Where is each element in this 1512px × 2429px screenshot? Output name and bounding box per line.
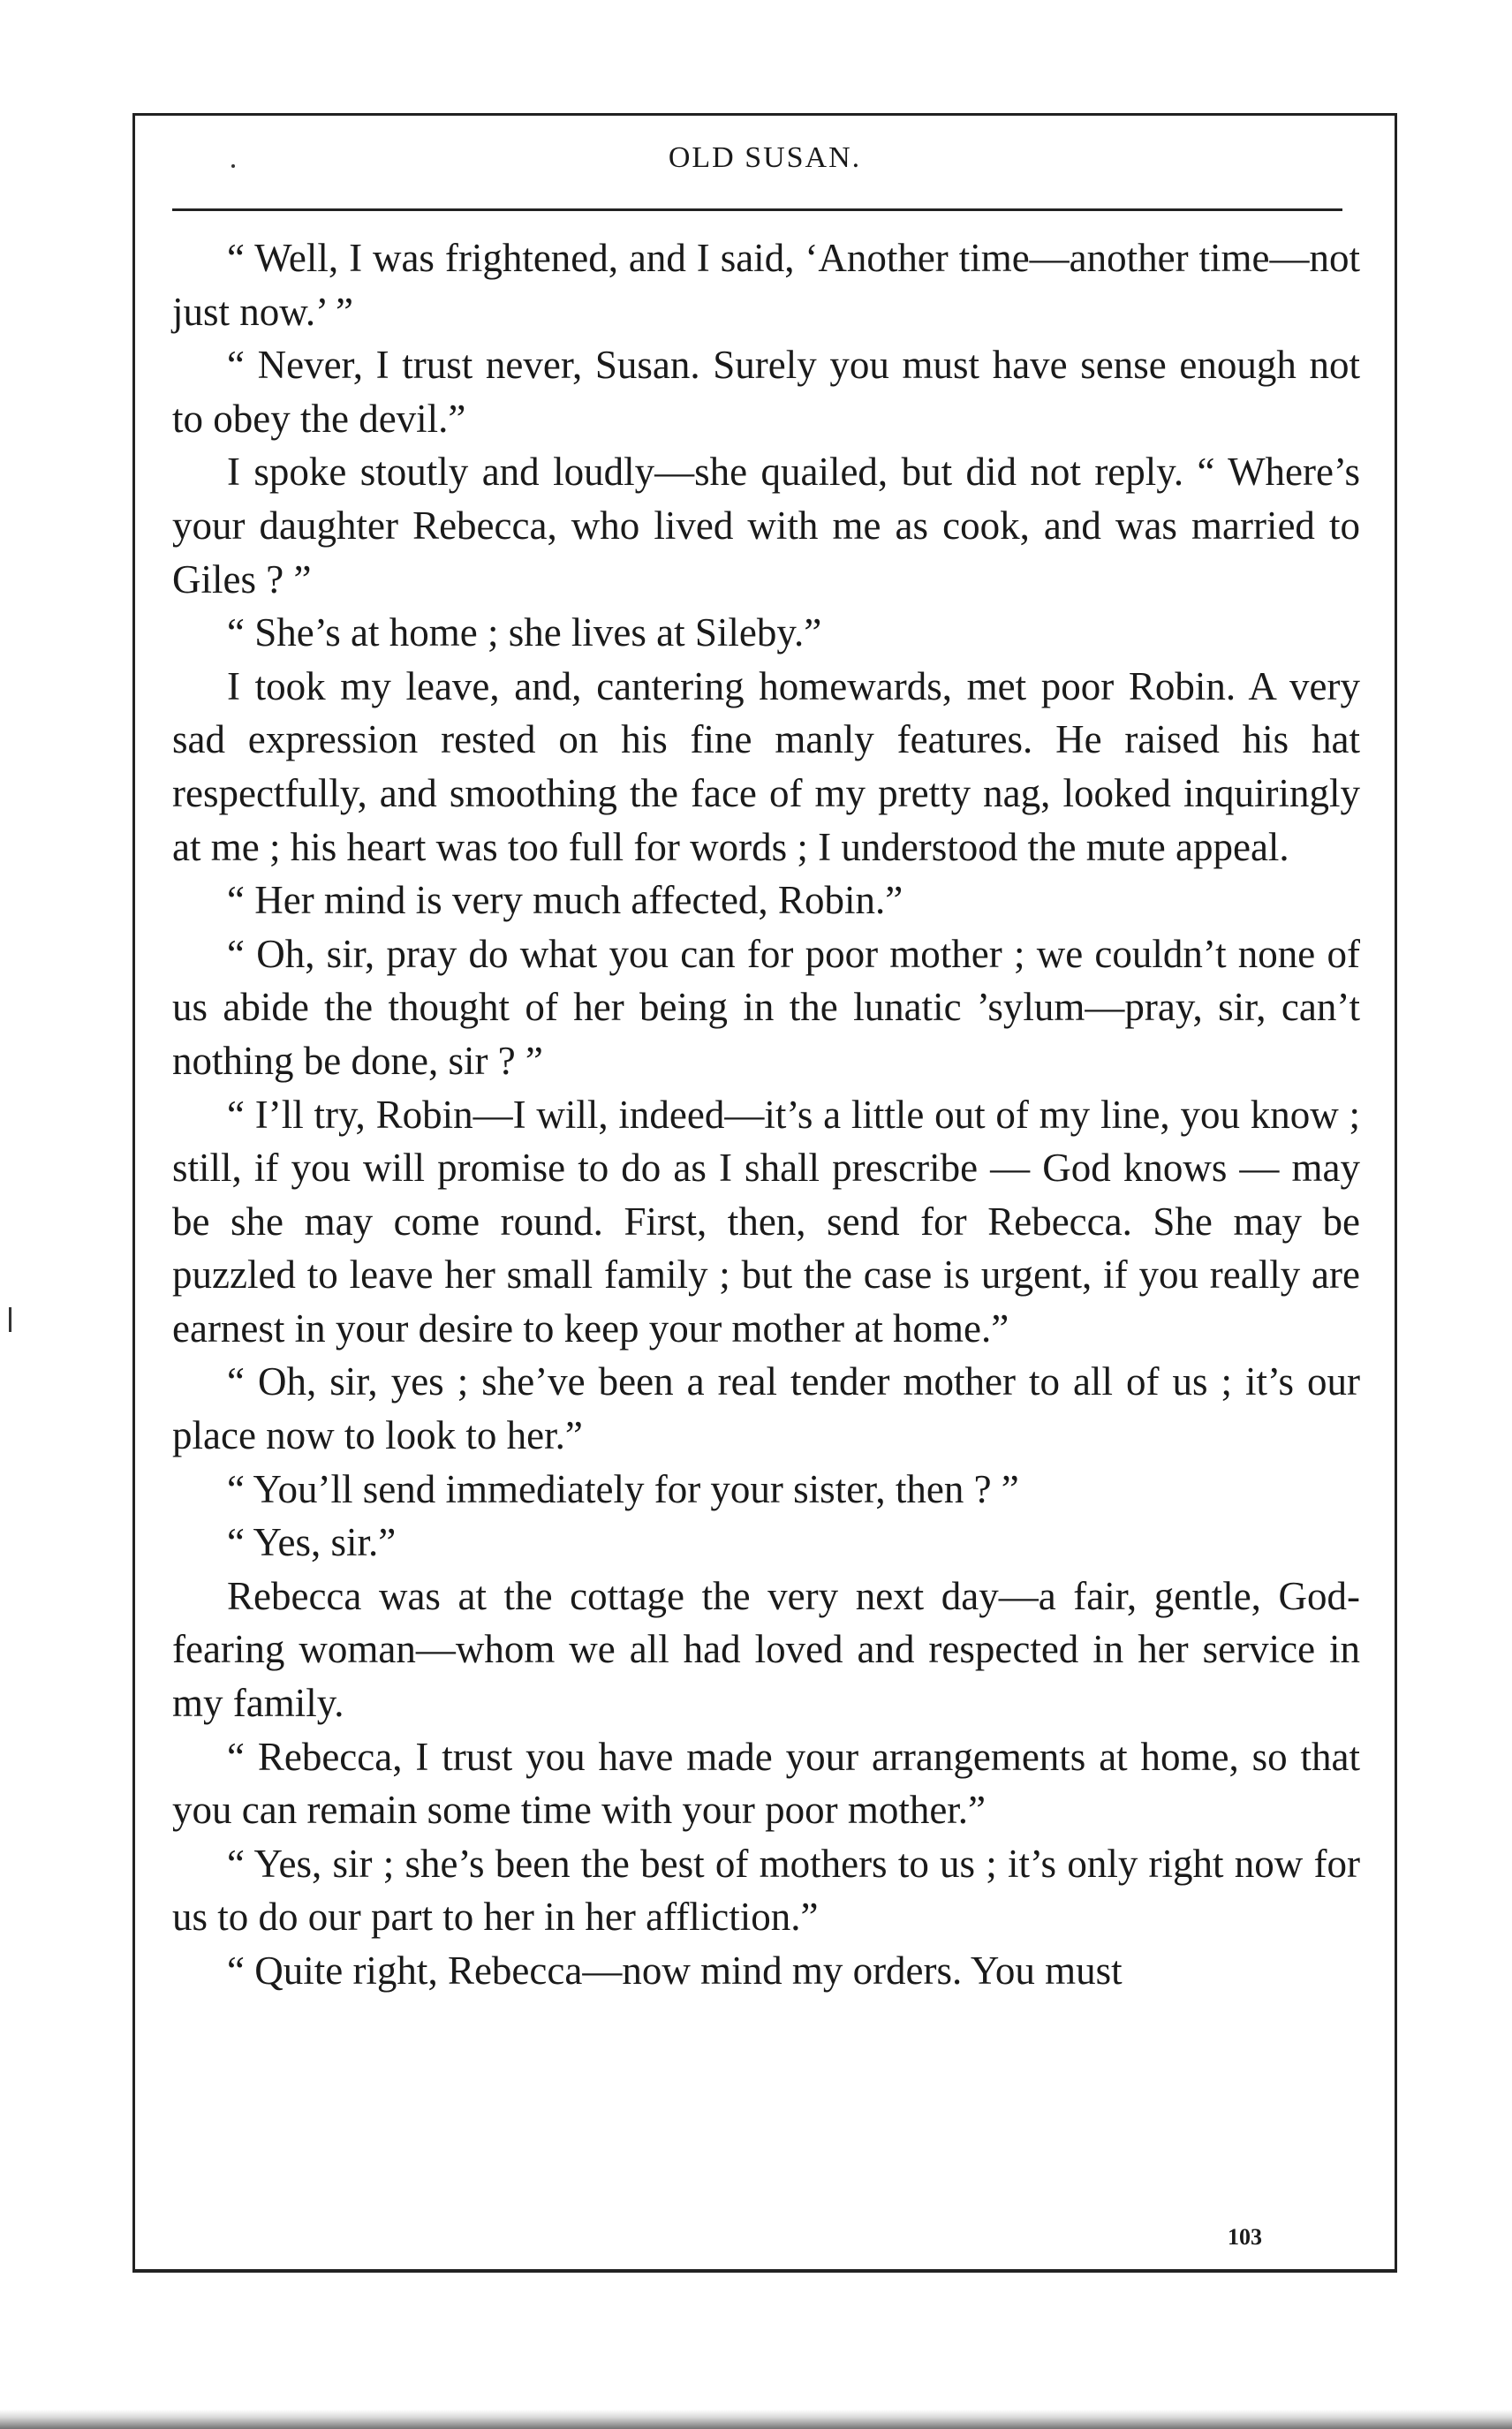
paragraph: “ Well, I was frightened, and I said, ‘Another time—another time—not just now.’ ” xyxy=(172,236,1360,334)
body-text xyxy=(172,231,1360,1998)
paragraph: “ Never, I trust never, Susan. Surely you must have sense enough not to obey the devil.” xyxy=(172,343,1360,441)
paragraph: “ Oh, sir, yes ; she’ve been a real tender mother to all of us ; it’s our place now to look to her.” xyxy=(172,1359,1360,1458)
paragraph: “ Her mind is very much affected, Robin.” xyxy=(227,878,903,923)
paragraph: “ I’ll try, Robin—I will, indeed—it’s a little out of my line, you know ; still, if you will promise to do as I shall prescribe — God knows — may be she may come round. First, then, send for Rebecca. She may be puzzled to leave her small family ; but the case is urgent, if you really are earnest in your desire to keep your mother at home.” xyxy=(172,1092,1360,1351)
paragraph: I spoke stoutly and loudly—she quailed, but did not reply. “ Where’s your daughter Rebecca, who lived with me as cook, and was married to Giles ? ” xyxy=(172,450,1360,602)
paragraph: Rebecca was at the cottage the very next day—a fair, gentle, God-fearing woman—whom we all had loved and respected in her service in my family. xyxy=(172,1573,1360,1726)
paragraph: “ Yes, sir ; she’s been the best of mothers to us ; it’s only right now for us to do our part to her in her affliction.” xyxy=(172,1841,1360,1940)
paragraph: “ She’s at home ; she lives at Sileby.” xyxy=(227,610,822,655)
paragraph: “ Quite right, Rebecca—now mind my orders. You must xyxy=(227,1948,1123,1993)
running-head: OLD SUSAN. xyxy=(668,141,862,174)
paragraph: I took my leave, and, cantering homewards, met poor Robin. A very sad expression rested on his fine manly features. He raised his hat respectfully, and smoothing the face of my pretty nag, looked inquiringly at me ; his heart was too full for words ; I understood the mute appeal. xyxy=(172,663,1360,869)
paragraph: “ Yes, sir.” xyxy=(227,1520,397,1565)
paragraph: “ Oh, sir, pray do what you can for poor mother ; we couldn’t none of us abide the thought of her being in the lunatic ’sylum—pray, sir, can’t nothing be done, sir ? ” xyxy=(172,931,1360,1083)
scan-edge-shadow xyxy=(0,2410,1512,2429)
head-rule xyxy=(172,208,1342,211)
paragraph: “ Rebecca, I trust you have made your arrangements at home, so that you can remain some time with your poor mother.” xyxy=(172,1734,1360,1833)
margin-mark xyxy=(9,1307,11,1332)
paragraph: “ You’ll send immediately for your sister, then ? ” xyxy=(227,1466,1019,1511)
page-number: 103 xyxy=(1228,2224,1262,2250)
